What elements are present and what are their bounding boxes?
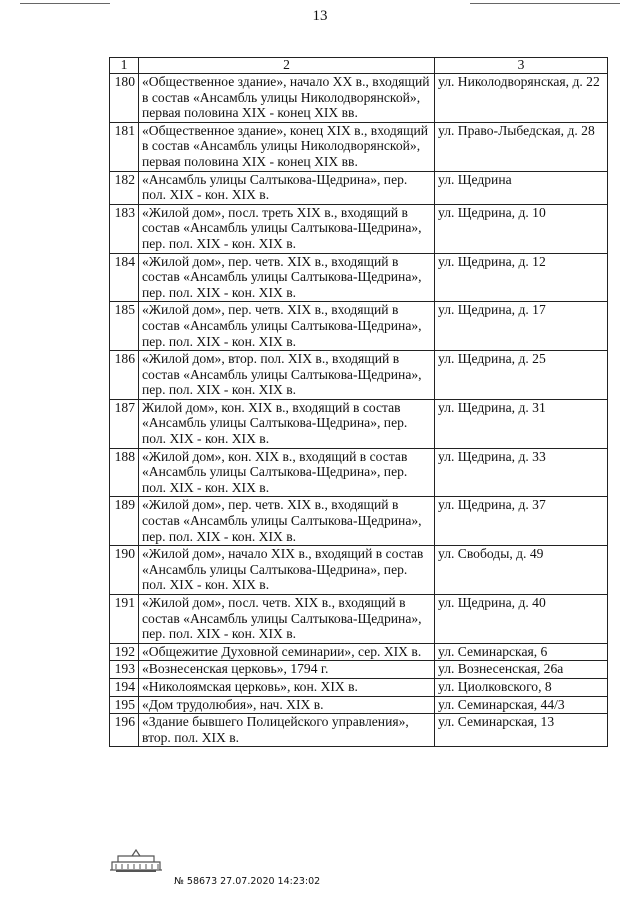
object-address: ул. Щедрина, д. 17	[435, 302, 608, 351]
object-name: «Общежитие Духовной семинарии», сер. XIX в.	[139, 643, 435, 661]
row-number: 184	[110, 253, 139, 302]
object-name: «Жилой дом», втор. пол. XIX в., входящий в состав «Ансамбль улицы Салтыкова-Щедрина», пер. пол. XIX - кон. XIX в.	[139, 351, 435, 400]
object-address: ул. Щедрина, д. 31	[435, 399, 608, 448]
row-number: 181	[110, 122, 139, 171]
table-row	[110, 696, 608, 714]
row-number: 188	[110, 448, 139, 497]
object-name: «Жилой дом», посл. треть XIX в., входящий в состав «Ансамбль улицы Салтыкова-Щедрина», пер. пол. XIX - кон. XIX в.	[139, 204, 435, 253]
object-address: ул. Щедрина, д. 10	[435, 204, 608, 253]
object-name: «Ансамбль улицы Салтыкова-Щедрина», пер. пол. XIX - кон. XIX в.	[139, 171, 435, 204]
scan-edge-mark	[20, 3, 110, 4]
table-row	[110, 546, 608, 595]
row-number: 187	[110, 399, 139, 448]
table-row	[110, 643, 608, 661]
row-number: 180	[110, 74, 139, 123]
row-number: 190	[110, 546, 139, 595]
table-row	[110, 448, 608, 497]
scan-edge-mark	[470, 3, 620, 4]
object-address: ул. Щедрина, д. 12	[435, 253, 608, 302]
monuments-table	[109, 57, 608, 747]
object-address: ул. Циолковского, 8	[435, 678, 608, 696]
object-address: ул. Вознесенская, 26а	[435, 661, 608, 679]
table-header-row	[110, 58, 608, 74]
table-row	[110, 171, 608, 204]
page-number: 13	[312, 8, 328, 24]
object-address: ул. Николодворянская, д. 22	[435, 74, 608, 123]
row-number: 182	[110, 171, 139, 204]
row-number: 194	[110, 678, 139, 696]
object-address: ул. Семинарская, 44/3	[435, 696, 608, 714]
table-row	[110, 253, 608, 302]
table-row	[110, 74, 608, 123]
object-name: «Николоямская церковь», кон. XIX в.	[139, 678, 435, 696]
table-row	[110, 399, 608, 448]
row-number: 196	[110, 714, 139, 747]
object-name: «Вознесенская церковь», 1794 г.	[139, 661, 435, 679]
building-seal-icon	[108, 848, 164, 872]
object-address: ул. Семинарская, 6	[435, 643, 608, 661]
object-name: «Жилой дом», посл. четв. XIX в., входящий в состав «Ансамбль улицы Салтыкова-Щедрина», пер. пол. XIX - кон. XIX в.	[139, 595, 435, 644]
table-row	[110, 714, 608, 747]
table-row	[110, 122, 608, 171]
row-number: 186	[110, 351, 139, 400]
object-name: «Общественное здание», конец XIX в., входящий в состав «Ансамбль улицы Николодворянской», первая половина XIX - конец XIX вв.	[139, 122, 435, 171]
object-address: ул. Щедрина, д. 37	[435, 497, 608, 546]
object-address: ул. Семинарская, 13	[435, 714, 608, 747]
table-row	[110, 661, 608, 679]
table-row	[110, 595, 608, 644]
object-name: «Здание бывшего Полицейского управления», втор. пол. XIX в.	[139, 714, 435, 747]
row-number: 183	[110, 204, 139, 253]
row-number: 191	[110, 595, 139, 644]
table-row	[110, 678, 608, 696]
object-address: ул. Щедрина, д. 40	[435, 595, 608, 644]
table-row	[110, 351, 608, 400]
row-number: 193	[110, 661, 139, 679]
object-name: «Дом трудолюбия», нач. XIX в.	[139, 696, 435, 714]
row-number: 192	[110, 643, 139, 661]
object-name: «Жилой дом», пер. четв. XIX в., входящий в состав «Ансамбль улицы Салтыкова-Щедрина», пер. пол. XIX - кон. XIX в.	[139, 497, 435, 546]
row-number: 185	[110, 302, 139, 351]
object-name: «Жилой дом», пер. четв. XIX в., входящий в состав «Ансамбль улицы Салтыкова-Щедрина», пер. пол. XIX - кон. XIX в.	[139, 302, 435, 351]
row-number: 189	[110, 497, 139, 546]
object-name: «Общественное здание», начало XX в., входящий в состав «Ансамбль улицы Николодворянской», первая половина XIX - конец XIX вв.	[139, 74, 435, 123]
column-header: 1	[110, 58, 139, 74]
object-name: Жилой дом», кон. XIX в., входящий в состав «Ансамбль улицы Салтыкова-Щедрина», пер. пол. XIX - кон. XIX в.	[139, 399, 435, 448]
column-header: 2	[139, 58, 435, 74]
object-address: ул. Щедрина, д. 25	[435, 351, 608, 400]
column-header: 3	[435, 58, 608, 74]
object-address: ул. Щедрина, д. 33	[435, 448, 608, 497]
object-address: ул. Право-Лыбедская, д. 28	[435, 122, 608, 171]
object-name: «Жилой дом», кон. XIX в., входящий в состав «Ансамбль улицы Салтыкова-Щедрина», пер. пол. XIX - кон. XIX в.	[139, 448, 435, 497]
object-address: ул. Свободы, д. 49	[435, 546, 608, 595]
object-name: «Жилой дом», начало XIX в., входящий в состав «Ансамбль улицы Салтыкова-Щедрина», пер. пол. XIX - кон. XIX в.	[139, 546, 435, 595]
table-row	[110, 204, 608, 253]
row-number: 195	[110, 696, 139, 714]
table-row	[110, 302, 608, 351]
table-row	[110, 497, 608, 546]
object-name: «Жилой дом», пер. четв. XIX в., входящий в состав «Ансамбль улицы Салтыкова-Щедрина», пер. пол. XIX - кон. XIX в.	[139, 253, 435, 302]
object-address: ул. Щедрина	[435, 171, 608, 204]
registration-stamp: № 58673 27.07.2020 14:23:02	[174, 876, 321, 887]
